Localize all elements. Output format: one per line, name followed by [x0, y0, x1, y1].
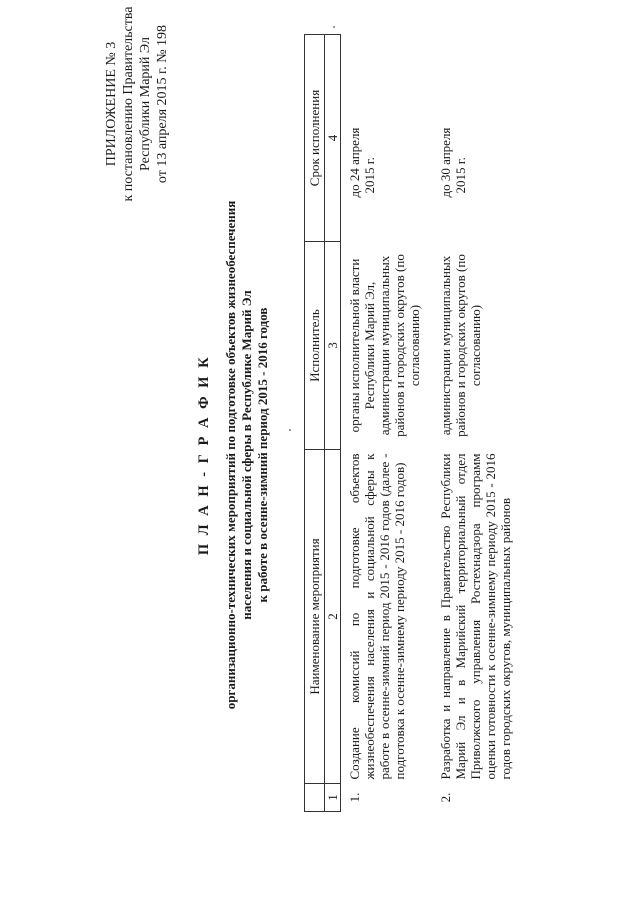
column-number-3: 3: [325, 242, 341, 450]
row-number: 1.: [347, 792, 362, 803]
table-row: [432, 35, 523, 812]
table-row: [341, 35, 433, 812]
subtitle-line-1: организационно-технических мероприятий по подготовке объектов жизнеобеспечения: [223, 200, 238, 710]
activity-name: Создание комиссий по подготовке объектов жизнеобеспечения населения и социальной сферы к работе в осенне-зимний период 2015 - 2016 годов (далее - подготовка к осенне-зимнему периоду 2015 - 2016 годов): [347, 453, 407, 780]
appendix-resolution-line: к постановлению Правительства: [121, 6, 136, 202]
column-number-2: 2: [325, 450, 341, 784]
column-number-4: 4: [325, 35, 341, 242]
appendix-date-line: от 13 апреля 2015 г. № 198: [155, 24, 170, 184]
deadline-year: 2015 г.: [362, 157, 377, 194]
deadline-date: до 30 апреля: [438, 127, 453, 198]
appendix-header: [103, 0, 171, 209]
deadline-date: до 24 апреля: [347, 127, 362, 198]
activity-executor: администрации муниципальных районов и городских округов (по согласованию): [438, 254, 483, 437]
header-cell-executor: Исполнитель: [305, 242, 325, 450]
scan-speck: [289, 429, 291, 431]
header-cell-name: Наименование мероприятия: [305, 450, 325, 784]
header-cell-num: [305, 784, 325, 812]
appendix-number: ПРИЛОЖЕНИЕ № 3: [104, 41, 119, 167]
document-title-block: [196, 125, 271, 785]
activity-executor: органы исполнительной власти Республики Марий Эл, администрации муниципальных районов и городских округов (по согласованию): [347, 254, 422, 437]
row-number: 2.: [438, 792, 453, 803]
subtitle-line-2: населения и социальной сферы в Республике Марий Эл: [239, 290, 254, 620]
column-number-1: 1: [325, 784, 341, 812]
schedule-table: [304, 34, 523, 812]
activity-name: Разработка и направление в Правительство Республики Марий Эл и в Марийский территориальный отдел Приволжского управления Ростехнадзора программ оценки готовности к осенне-зимнему периоду 2015 - 2016 годов городских округов, муниципальных районов: [438, 453, 513, 780]
deadline-year: 2015 г.: [453, 157, 468, 194]
scan-speck: [333, 26, 335, 28]
activity-deadline: [432, 35, 523, 242]
plan-title: П Л А Н - Г Р А Ф И К: [196, 354, 212, 556]
subtitle-line-3: к работе в осенне-зимний период 2015 - 2016 годов: [255, 307, 270, 603]
header-row: [305, 35, 325, 812]
header-cell-deadline: Срок исполнения: [305, 35, 325, 242]
appendix-republic-line: Республики Марий Эл: [138, 37, 153, 171]
activity-deadline: [341, 35, 433, 242]
column-number-row: [325, 35, 341, 812]
